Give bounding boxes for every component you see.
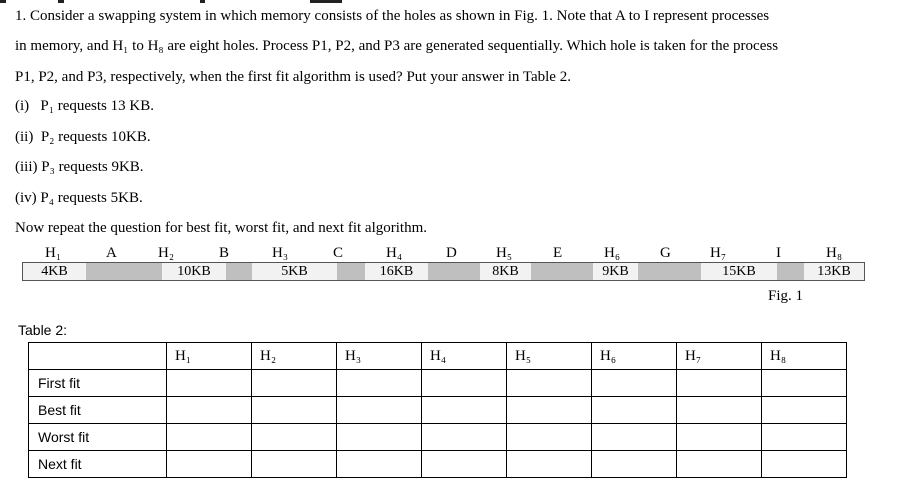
table-row [29,451,847,478]
process-segment [638,263,701,280]
question-line-3: P1, P2, and P3, respectively, when the first fit algorithm is used? Put your answer in Table 2. [15,69,571,85]
answer-cell[interactable] [252,370,337,397]
answer-cell[interactable] [677,397,762,424]
table-caption: Table 2: [18,322,68,338]
process-segment [226,263,252,280]
column-header: H₈ [762,343,847,370]
process-segment [777,263,804,280]
column-header: H₃ [337,343,422,370]
process-label: A [106,245,117,261]
column-header: H₄ [422,343,507,370]
column-header: H₆ [592,343,677,370]
answer-cell[interactable] [592,370,677,397]
table-row [29,370,847,397]
table-row [29,424,847,451]
hole-segment: 5KB [252,263,337,280]
answer-cell[interactable] [167,451,252,478]
column-header: H₂ [252,343,337,370]
answer-cell[interactable] [252,397,337,424]
hole-segment: 9KB [593,263,638,280]
hole-label: H₇ [710,245,727,261]
process-segment [86,263,162,280]
request-item: (iv) P₄ requests 5KB. [15,190,143,206]
row-header: Next fit [29,451,167,478]
figure-caption: Fig. 1 [768,288,804,304]
hole-segment: 4KB [23,263,86,280]
answer-cell[interactable] [337,370,422,397]
question-line-1: 1. Consider a swapping system in which memory consists of the holes as shown in Fig. 1. Note that A to I represent processes [15,8,770,24]
answer-cell[interactable] [592,451,677,478]
allocation-table [28,342,847,478]
answer-cell[interactable] [677,370,762,397]
answer-cell[interactable] [422,451,507,478]
table-row [29,397,847,424]
hole-segment: 15KB [701,263,777,280]
request-item: (ii) P₂ requests 10KB. [15,129,151,145]
corner-cell [29,343,167,370]
answer-cell[interactable] [167,370,252,397]
answer-cell[interactable] [422,424,507,451]
row-header: First fit [29,370,167,397]
hole-label: H₆ [604,245,621,261]
hole-label: H₁ [45,245,62,261]
answer-cell[interactable] [762,424,847,451]
answer-cell[interactable] [337,424,422,451]
question-line-2: in memory, and H₁ to H₈ are eight holes. Process P1, P2, and P3 are generated sequentially. Which hole is taken for the process [15,38,779,54]
table-header-row [29,343,847,370]
answer-cell[interactable] [507,370,592,397]
answer-cell[interactable] [252,451,337,478]
row-header: Worst fit [29,424,167,451]
hole-segment: 8KB [480,263,531,280]
process-segment [337,263,365,280]
answer-cell[interactable] [507,424,592,451]
answer-cell[interactable] [677,451,762,478]
column-header: H₇ [677,343,762,370]
process-label: E [553,245,563,261]
answer-cell[interactable] [337,397,422,424]
answer-cell[interactable] [762,397,847,424]
answer-cell[interactable] [167,424,252,451]
process-label: G [660,245,671,261]
request-item: (i) P₁ requests 13 KB. [15,98,154,114]
answer-cell[interactable] [592,397,677,424]
answer-cell[interactable] [507,451,592,478]
hole-label: H₈ [826,245,843,261]
hole-segment: 13KB [804,263,864,280]
column-header: H₅ [507,343,592,370]
process-segment [428,263,480,280]
answer-cell[interactable] [762,370,847,397]
row-header: Best fit [29,397,167,424]
process-label: C [333,245,344,261]
answer-cell[interactable] [252,424,337,451]
memory-bar [22,262,865,281]
answer-cell[interactable] [507,397,592,424]
answer-cell[interactable] [677,424,762,451]
answer-cell[interactable] [422,370,507,397]
column-header: H₁ [167,343,252,370]
answer-cell[interactable] [592,424,677,451]
hole-label: H₄ [386,245,403,261]
answer-cell[interactable] [167,397,252,424]
hole-segment: 10KB [162,263,226,280]
hole-label: H₂ [158,245,175,261]
process-label: D [446,245,457,261]
process-label: B [219,245,230,261]
cropped-text-fragment [0,0,912,4]
hole-label: H₃ [272,245,289,261]
hole-label: H₅ [496,245,513,261]
process-label: I [776,245,781,261]
request-item: (iii) P₃ requests 9KB. [15,159,144,175]
answer-cell[interactable] [422,397,507,424]
hole-segment: 16KB [365,263,428,280]
answer-cell[interactable] [762,451,847,478]
repeat-instruction: Now repeat the question for best fit, worst fit, and next fit algorithm. [15,220,427,236]
answer-cell[interactable] [337,451,422,478]
process-segment [531,263,593,280]
